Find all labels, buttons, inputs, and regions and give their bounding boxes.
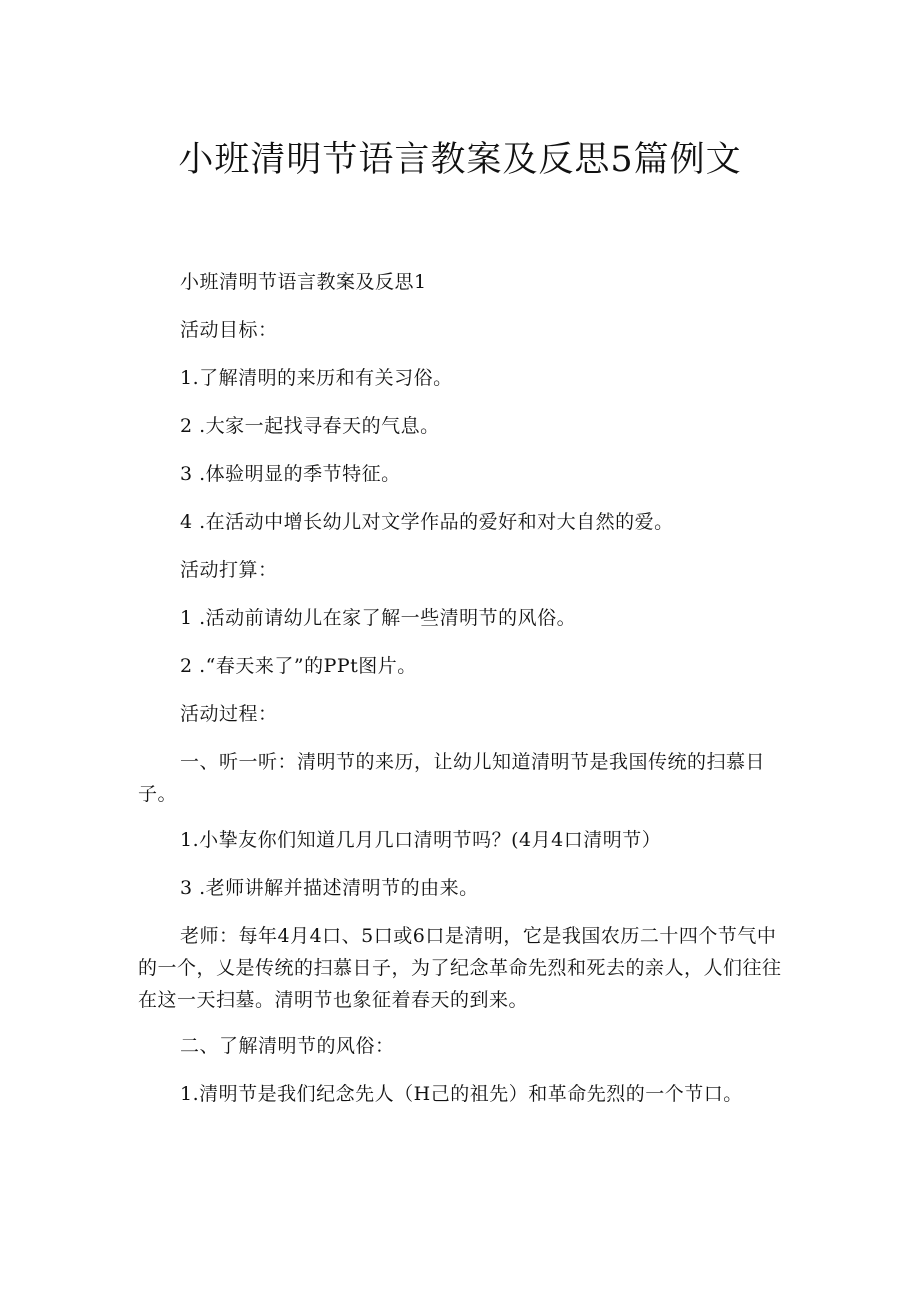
paragraph: 2 .大家一起找寻春天的气息。 bbox=[180, 415, 440, 437]
paragraph: 1 .活动前请幼儿在家了解一些清明节的风俗。 bbox=[180, 607, 577, 629]
paragraph: 活动打算： bbox=[180, 559, 278, 581]
paragraph: 活动过程： bbox=[180, 703, 278, 725]
paragraph: 3 .老师讲解并描述清明节的由来。 bbox=[180, 877, 479, 899]
paragraph: 二、了解清明节的风俗： bbox=[180, 1035, 395, 1057]
paragraph: 4 .在活动中增长幼儿对文学作品的爱好和对大自然的爱。 bbox=[180, 511, 674, 533]
paragraph: 3 .体验明显的季节特征。 bbox=[180, 463, 401, 485]
paragraph: 1.清明节是我们纪念先人（H己的祖先）和革命先烈的一个节口。 bbox=[180, 1083, 743, 1105]
paragraph: 2 .“春天来了”的PPt图片。 bbox=[180, 655, 417, 677]
paragraph: 1.小挚友你们知道几月几口清明节吗？(4月4口清明节） bbox=[180, 829, 662, 851]
section-heading: 小班清明节语言教案及反思1 bbox=[180, 271, 427, 293]
paragraph: 老师：每年4月4口、5口或6口是清明，它是我国农历二十四个节气中的一个，乂是传统的扫慕日子，为了纪念革命先烈和死去的亲人，人们往往在这一天扫墓。清明节也象征着春天的到来。 bbox=[138, 925, 782, 1011]
document-body bbox=[138, 266, 788, 1126]
document-title: 小班清明节语言教案及反思5篇例文 bbox=[178, 140, 742, 180]
paragraph: 1.了解清明的来历和有关习俗。 bbox=[180, 367, 453, 389]
paragraph: 活动目标： bbox=[180, 319, 278, 341]
paragraph: 一、听一听：清明节的来历，让幼儿知道清明节是我国传统的扫慕日子。 bbox=[138, 751, 766, 805]
